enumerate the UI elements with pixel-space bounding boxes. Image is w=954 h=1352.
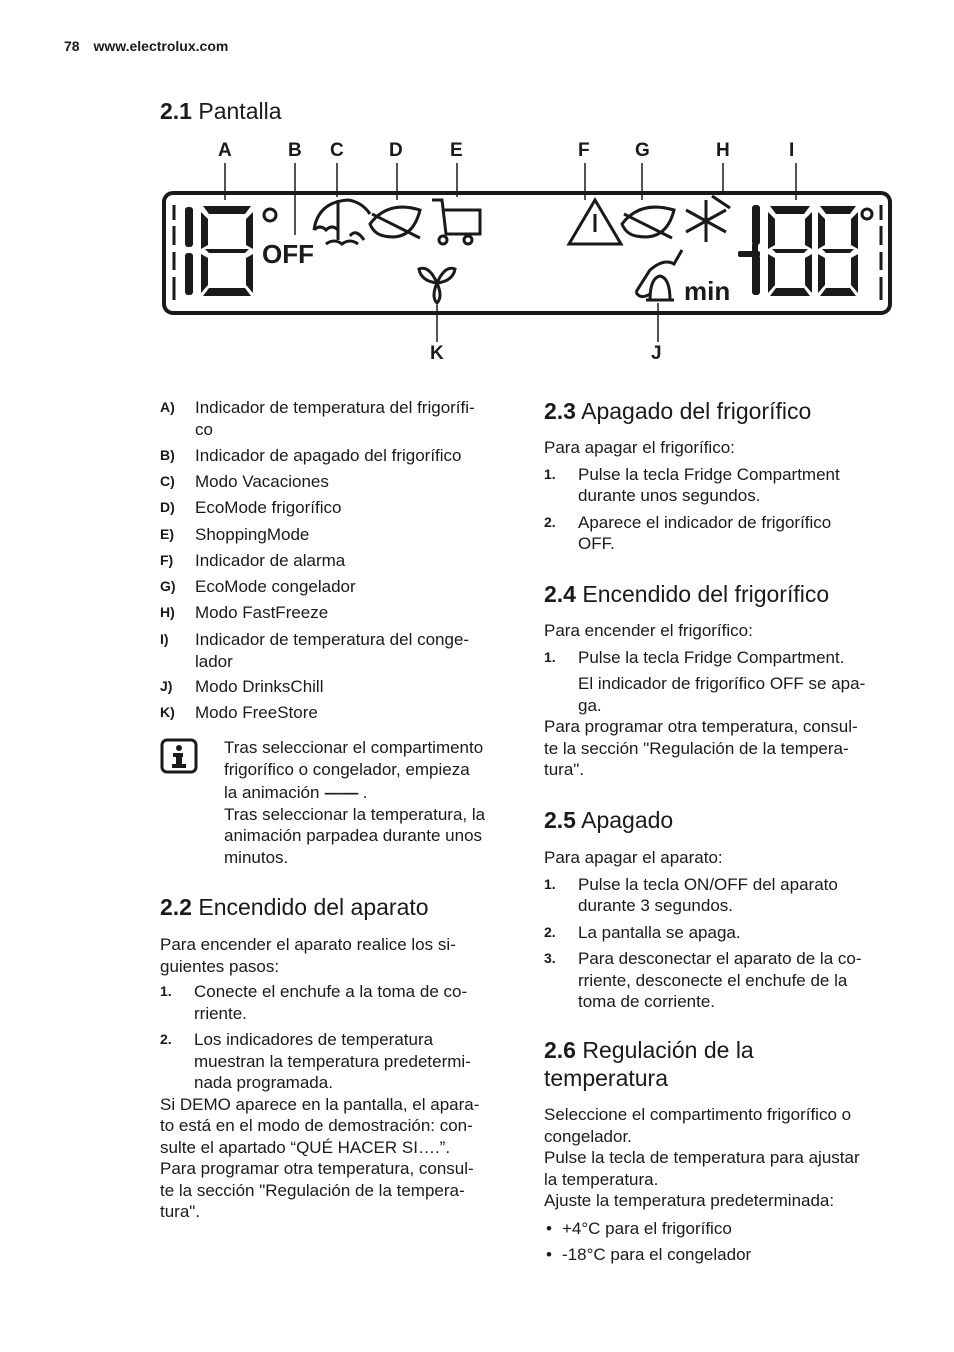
shopping-cart-icon xyxy=(432,200,480,244)
legend-item: F) Indicador de alarma xyxy=(160,551,346,570)
section-2-4-body: Para encender el frigorífico: 1. Pulse la tecla Fridge Compartment. El indicador de frigorífico OFF se apa- ga. Para programar otra temperatura, consul- te la sección "Regulación de la tempera- tura". xyxy=(544,620,904,781)
info-icon xyxy=(160,738,200,776)
legend-item: I) Indicador de temperatura del conge- lador xyxy=(160,630,470,671)
diagram-letter-a: A xyxy=(218,140,232,161)
section-heading-2-6: 2.6 Regulación de la temperatura xyxy=(544,1037,754,1091)
legend-item: C) Modo Vacaciones xyxy=(160,472,329,491)
fridge-eco-leaf-icon xyxy=(370,207,420,238)
info-note-text: Tras seleccionar el compartimento frigorífico o congelador, empieza la animación –––– . Tras seleccionar la temperatura, la animación parpadea durante unos minutos. xyxy=(224,738,486,867)
diagram-letter-g: G xyxy=(635,140,650,161)
section-number: 2.1 xyxy=(160,98,192,124)
section-title: Pantalla xyxy=(198,98,282,124)
section-2-3-body: Para apagar el frigorífico: 1. Pulse la tecla Fridge Compartment durante unos segundos. 2. Aparece el indicador de frigorífico OFF. xyxy=(544,437,904,560)
list-item: 1. Conecte el enchufe a la toma de co- rriente. xyxy=(160,982,468,1023)
freestore-fan-icon xyxy=(419,268,455,303)
animation-glyph: –––– xyxy=(324,783,359,802)
section-heading-2-4: 2.4 Encendido del frigorífico xyxy=(544,581,830,607)
page-number: 78 xyxy=(64,38,80,54)
section-heading-2-3: 2.3 Apagado del frigorífico xyxy=(544,398,812,424)
list-item: 2. La pantalla se apaga. xyxy=(544,922,741,942)
site-url: www.electrolux.com xyxy=(93,38,229,54)
list-item: 1. Pulse la tecla Fridge Compartment durante unos segundos. xyxy=(544,464,840,505)
list-item: 1. Pulse la tecla ON/OFF del aparato durante 3 segundos. xyxy=(544,874,838,915)
diagram-letter-d: D xyxy=(389,140,403,161)
diagram-letter-f: F xyxy=(578,140,590,161)
list-item: • -18°C para el congelador xyxy=(546,1245,752,1264)
display-diagram xyxy=(0,0,954,380)
list-item: 2. Los indicadores de temperatura muestran la temperatura predetermi- nada programada. xyxy=(160,1030,471,1092)
freezer-eco-leaf-icon xyxy=(622,207,674,238)
bell-icon xyxy=(646,276,674,300)
diagram-letter-e: E xyxy=(450,140,463,161)
list-item: 1. Pulse la tecla Fridge Compartment. xyxy=(544,647,845,667)
legend-item: H) Modo FastFreeze xyxy=(160,603,329,622)
section-heading-2-5: 2.5 Apagado xyxy=(544,807,674,833)
section-2-6-body: Seleccione el compartimento frigorífico o congelador. Pulse la tecla de temperatura para ajustar la temperatura. Ajuste la temperatura predeterminada: • +4°C para el frigorífico • -18°C para el congelador xyxy=(544,1104,914,1271)
section-2-2-body: Para encender el aparato realice los si- guientes pasos: 1. Conecte el enchufe a la toma de co- rriente. 2. Los indicadores de temperatura muestran la temperatura predetermi- nada programada. Si DEMO aparece en la pantalla, el apara- to está en el modo de demostración: con- sulte el apartado “QUÉ HACER SI….”. Para programar otra temperatura, consul- te la sección "Regulación de la tempera- tura". xyxy=(160,934,520,1223)
diagram-letter-c: C xyxy=(330,140,344,161)
section-2-5-body: Para apagar el aparato: 1. Pulse la tecla ON/OFF del aparato durante 3 segundos. 2. La pantalla se apaga. 3. Para desconectar el aparato de la co- rriente, desconecte el enchufe de la toma de corriente. xyxy=(544,847,904,1018)
display-panel-svg xyxy=(0,0,954,380)
diagram-letter-k: K xyxy=(430,343,444,364)
off-indicator: OFF xyxy=(262,239,314,269)
diagram-letter-j: J xyxy=(651,343,662,364)
legend-item: A) Indicador de temperatura del frigorífi- co xyxy=(160,398,475,439)
legend-item: G) EcoMode congelador xyxy=(160,577,356,596)
list-item: • +4°C para el frigorífico xyxy=(546,1218,732,1238)
diagram-letter-b: B xyxy=(288,140,302,161)
min-indicator: min xyxy=(684,276,731,306)
legend-item: B) Indicador de apagado del frigorífico xyxy=(160,446,462,465)
legend-item: E) ShoppingMode xyxy=(160,525,310,544)
list-item: 2. Aparece el indicador de frigorífico OFF. xyxy=(544,512,832,553)
fastfreeze-icon xyxy=(686,196,730,242)
alarm-icon xyxy=(569,200,621,244)
diagram-letter-i: I xyxy=(789,140,795,161)
legend-item: K) Modo FreeStore xyxy=(160,703,318,722)
diagram-letter-h: H xyxy=(716,140,730,161)
holiday-mode-icon xyxy=(314,200,370,244)
section-heading-2-2: 2.2 Encendido del aparato xyxy=(160,894,429,920)
legend-item: J) Modo DrinksChill xyxy=(160,677,324,696)
legend-item: D) EcoMode frigorífico xyxy=(160,498,342,517)
list-item: 3. Para desconectar el aparato de la co- rriente, desconecte el enchufe de la toma de corriente. xyxy=(544,949,862,1011)
drinkschill-icon xyxy=(636,250,682,297)
